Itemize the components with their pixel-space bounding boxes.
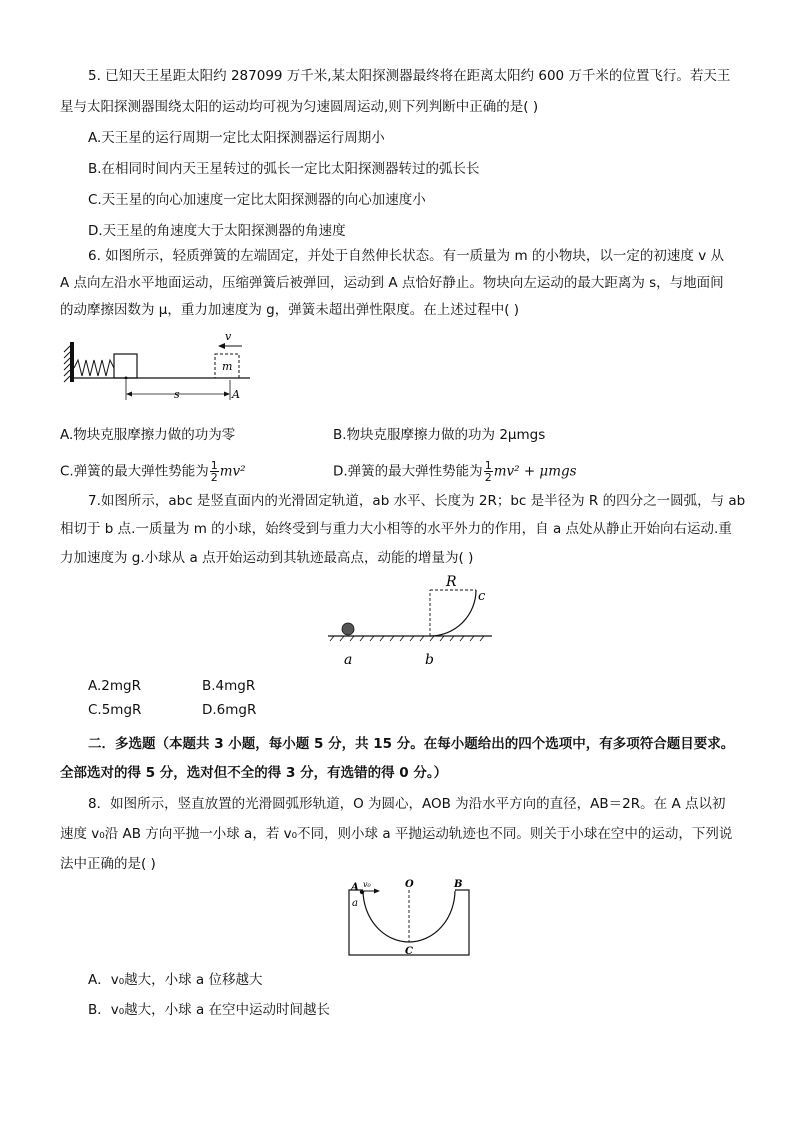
q7-option-d: D.6mgR	[202, 702, 257, 718]
q7-option-b: B.4mgR	[202, 678, 256, 694]
q6-stem-line2: A 点向左沿水平地面运动，压缩弹簧后被弹回，运动到 A 点恰好静止。物块向左运动的最大距离为 s，与地面间	[60, 275, 724, 291]
fraction-one-half: $\frac{1}{2}$	[484, 459, 492, 484]
q7-stem-line3: 力加速度为 g.小球从 a 点开始运动到其轨迹最高点，动能的增量为( )	[60, 550, 474, 566]
q8-fig-label-v0: v₀	[363, 880, 371, 889]
q6-stem-line3: 的动摩擦因数为 μ，重力加速度为 g，弹簧未超出弹性限度。在上述过程中( )	[60, 302, 520, 318]
q7-track-figure	[320, 572, 500, 670]
q6-fig-label-a: A	[232, 388, 240, 401]
q8-option-a: A．v₀越大，小球 a 位移越大	[88, 972, 263, 988]
q7-stem-line2: 相切于 b 点.一质量为 m 的小球，始终受到与重力大小相等的水平外力的作用，自 a 点处从静止开始向右运动.重	[60, 521, 732, 537]
q5-option-a: A.天王星的运行周期一定比太阳探测器运行周期小	[88, 130, 385, 146]
q8-stem-line3: 法中正确的是( )	[60, 856, 156, 872]
q6-option-b: B.物块克服摩擦力做的功为 2μmgs	[333, 427, 546, 443]
q6-spring-block-figure	[60, 330, 260, 405]
q5-option-d: D.天王星的角速度大于太阳探测器的角速度	[88, 223, 346, 239]
q7-option-a: A.2mgR	[88, 678, 141, 694]
q6-fig-label-v: v	[225, 330, 232, 343]
q6-stem-line1: 6. 如图所示，轻质弹簧的左端固定，并处于自然伸长状态。有一质量为 m 的小物块，以一定的初速度 v 从	[88, 248, 724, 264]
q6-option-d: D.弹簧的最大弹性势能为 $\frac{1}{2}$ mv² + μmgs	[333, 459, 577, 484]
q8-stem-line1: 8．如图所示，竖直放置的光滑圆弧形轨道，O 为圆心，AOB 为沿水平方向的直径，AB＝2R。在 A 点以初	[88, 796, 726, 812]
q8-arc-track-figure	[340, 878, 478, 960]
q7-fig-label-r: R	[446, 574, 457, 590]
q5-stem-line1: 5. 已知天王星距太阳约 287099 万千米,某太阳探测器最终将在距离太阳约 600 万千米的位置飞行。若天王	[88, 68, 731, 84]
q6-option-c: C.弹簧的最大弹性势能为 $\frac{1}{2}$ mv²	[60, 459, 246, 484]
q8-stem-line2: 速度 v₀沿 AB 方向平抛一小球 a，若 v₀不同，则小球 a 平抛运动轨迹也不同。则关于小球在空中的运动，下列说	[60, 826, 733, 842]
q6-fig-label-m: m	[222, 360, 233, 373]
q7-fig-label-b: b	[425, 652, 434, 668]
q5-stem-line2: 星与太阳探测器围绕太阳的运动均可视为匀速圆周运动,则下列判断中正确的是( )	[60, 99, 539, 115]
q8-fig-label-a-point: A	[351, 882, 359, 893]
q6-fig-label-s: s	[174, 388, 180, 401]
section2-heading-line2: 全部选对的得 5 分，选对但不全的得 3 分，有选错的得 0 分。）	[60, 765, 448, 781]
section2-heading-line1: 二．多选题（本题共 3 小题，每小题 5 分，共 15 分。在每小题给出的四个选项中，有多项符合题目要求。	[88, 736, 735, 752]
q7-fig-label-c: c	[478, 589, 486, 604]
q8-fig-label-c: C	[405, 946, 413, 957]
q7-option-c: C.5mgR	[88, 702, 142, 718]
q6-option-a: A.物块克服摩擦力做的功为零	[60, 427, 236, 443]
q8-fig-label-b: B	[454, 879, 463, 890]
q5-option-c: C.天王星的向心加速度一定比太阳探测器的向心加速度小	[88, 192, 426, 208]
q8-fig-label-o: O	[405, 879, 414, 890]
q8-option-b: B．v₀越大，小球 a 在空中运动时间越长	[88, 1002, 331, 1018]
fraction-one-half: $\frac{1}{2}$	[210, 459, 218, 484]
q7-stem-line1: 7.如图所示，abc 是竖直面内的光滑固定轨道，ab 水平、长度为 2R；bc 是半径为 R 的四分之一圆弧，与 ab	[88, 493, 746, 509]
q7-fig-label-a: a	[344, 652, 353, 668]
q8-fig-label-ball-a: a	[352, 898, 358, 909]
q5-option-b: B.在相同时间内天王星转过的弧长一定比太阳探测器转过的弧长长	[88, 161, 480, 177]
